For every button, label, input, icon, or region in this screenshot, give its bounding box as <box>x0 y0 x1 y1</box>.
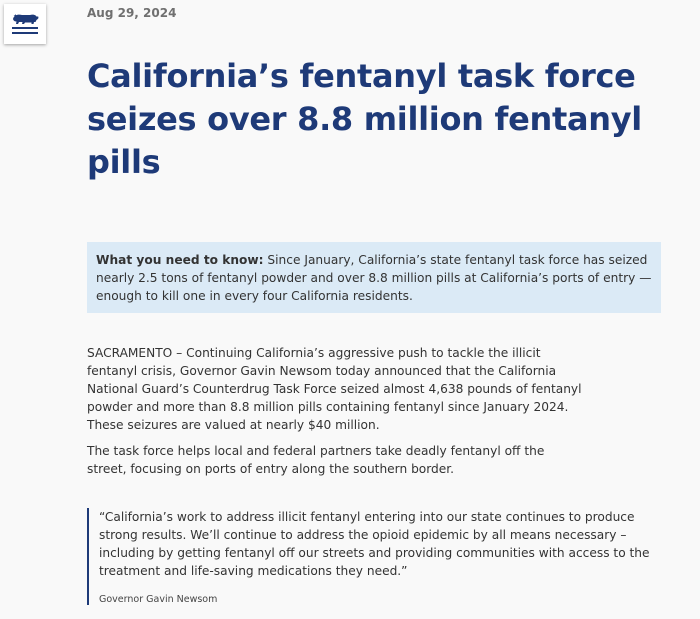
summary-label: What you need to know: <box>96 253 264 267</box>
body-paragraph: SACRAMENTO – Continuing California’s aggressive push to tackle the illicit fentanyl crisis, Governor Gavin Newsom today announced that the California National Guard’s Counterdrug Task Force seized almost 4,638 pounds of fentanyl powder and more than 8.8 million pills containing fentanyl since January 2024. These seizures are valued at nearly $40 million. <box>87 346 582 432</box>
home-logo-link[interactable] <box>4 4 46 44</box>
page-title: California’s fentanyl task force seizes over 8.8 million fentanyl pills <box>87 57 642 181</box>
pull-quote <box>87 508 657 605</box>
quote-attribution: Governor Gavin Newsom <box>99 594 218 605</box>
publish-date: Aug 29, 2024 <box>87 6 177 20</box>
quote-text: “California’s work to address illicit fentanyl entering into our state continues to produce strong results. We’ll continue to address the opioid epidemic by all means necessary – including by getting fentanyl off our streets and providing communities with access to the treatment and life-saving medications they need.” <box>99 510 650 578</box>
summary-callout <box>87 242 661 313</box>
body-paragraph: The task force helps local and federal partners take deadly fentanyl off the street, focusing on ports of entry along the southern border. <box>87 444 545 476</box>
summary-text: Since January, California’s state fentanyl task force has seized nearly 2.5 tons of fentanyl powder and over 8.8 million pills at California’s ports of entry — enough to kill one in every four California residents. <box>96 253 652 303</box>
california-bear-icon <box>10 10 40 38</box>
